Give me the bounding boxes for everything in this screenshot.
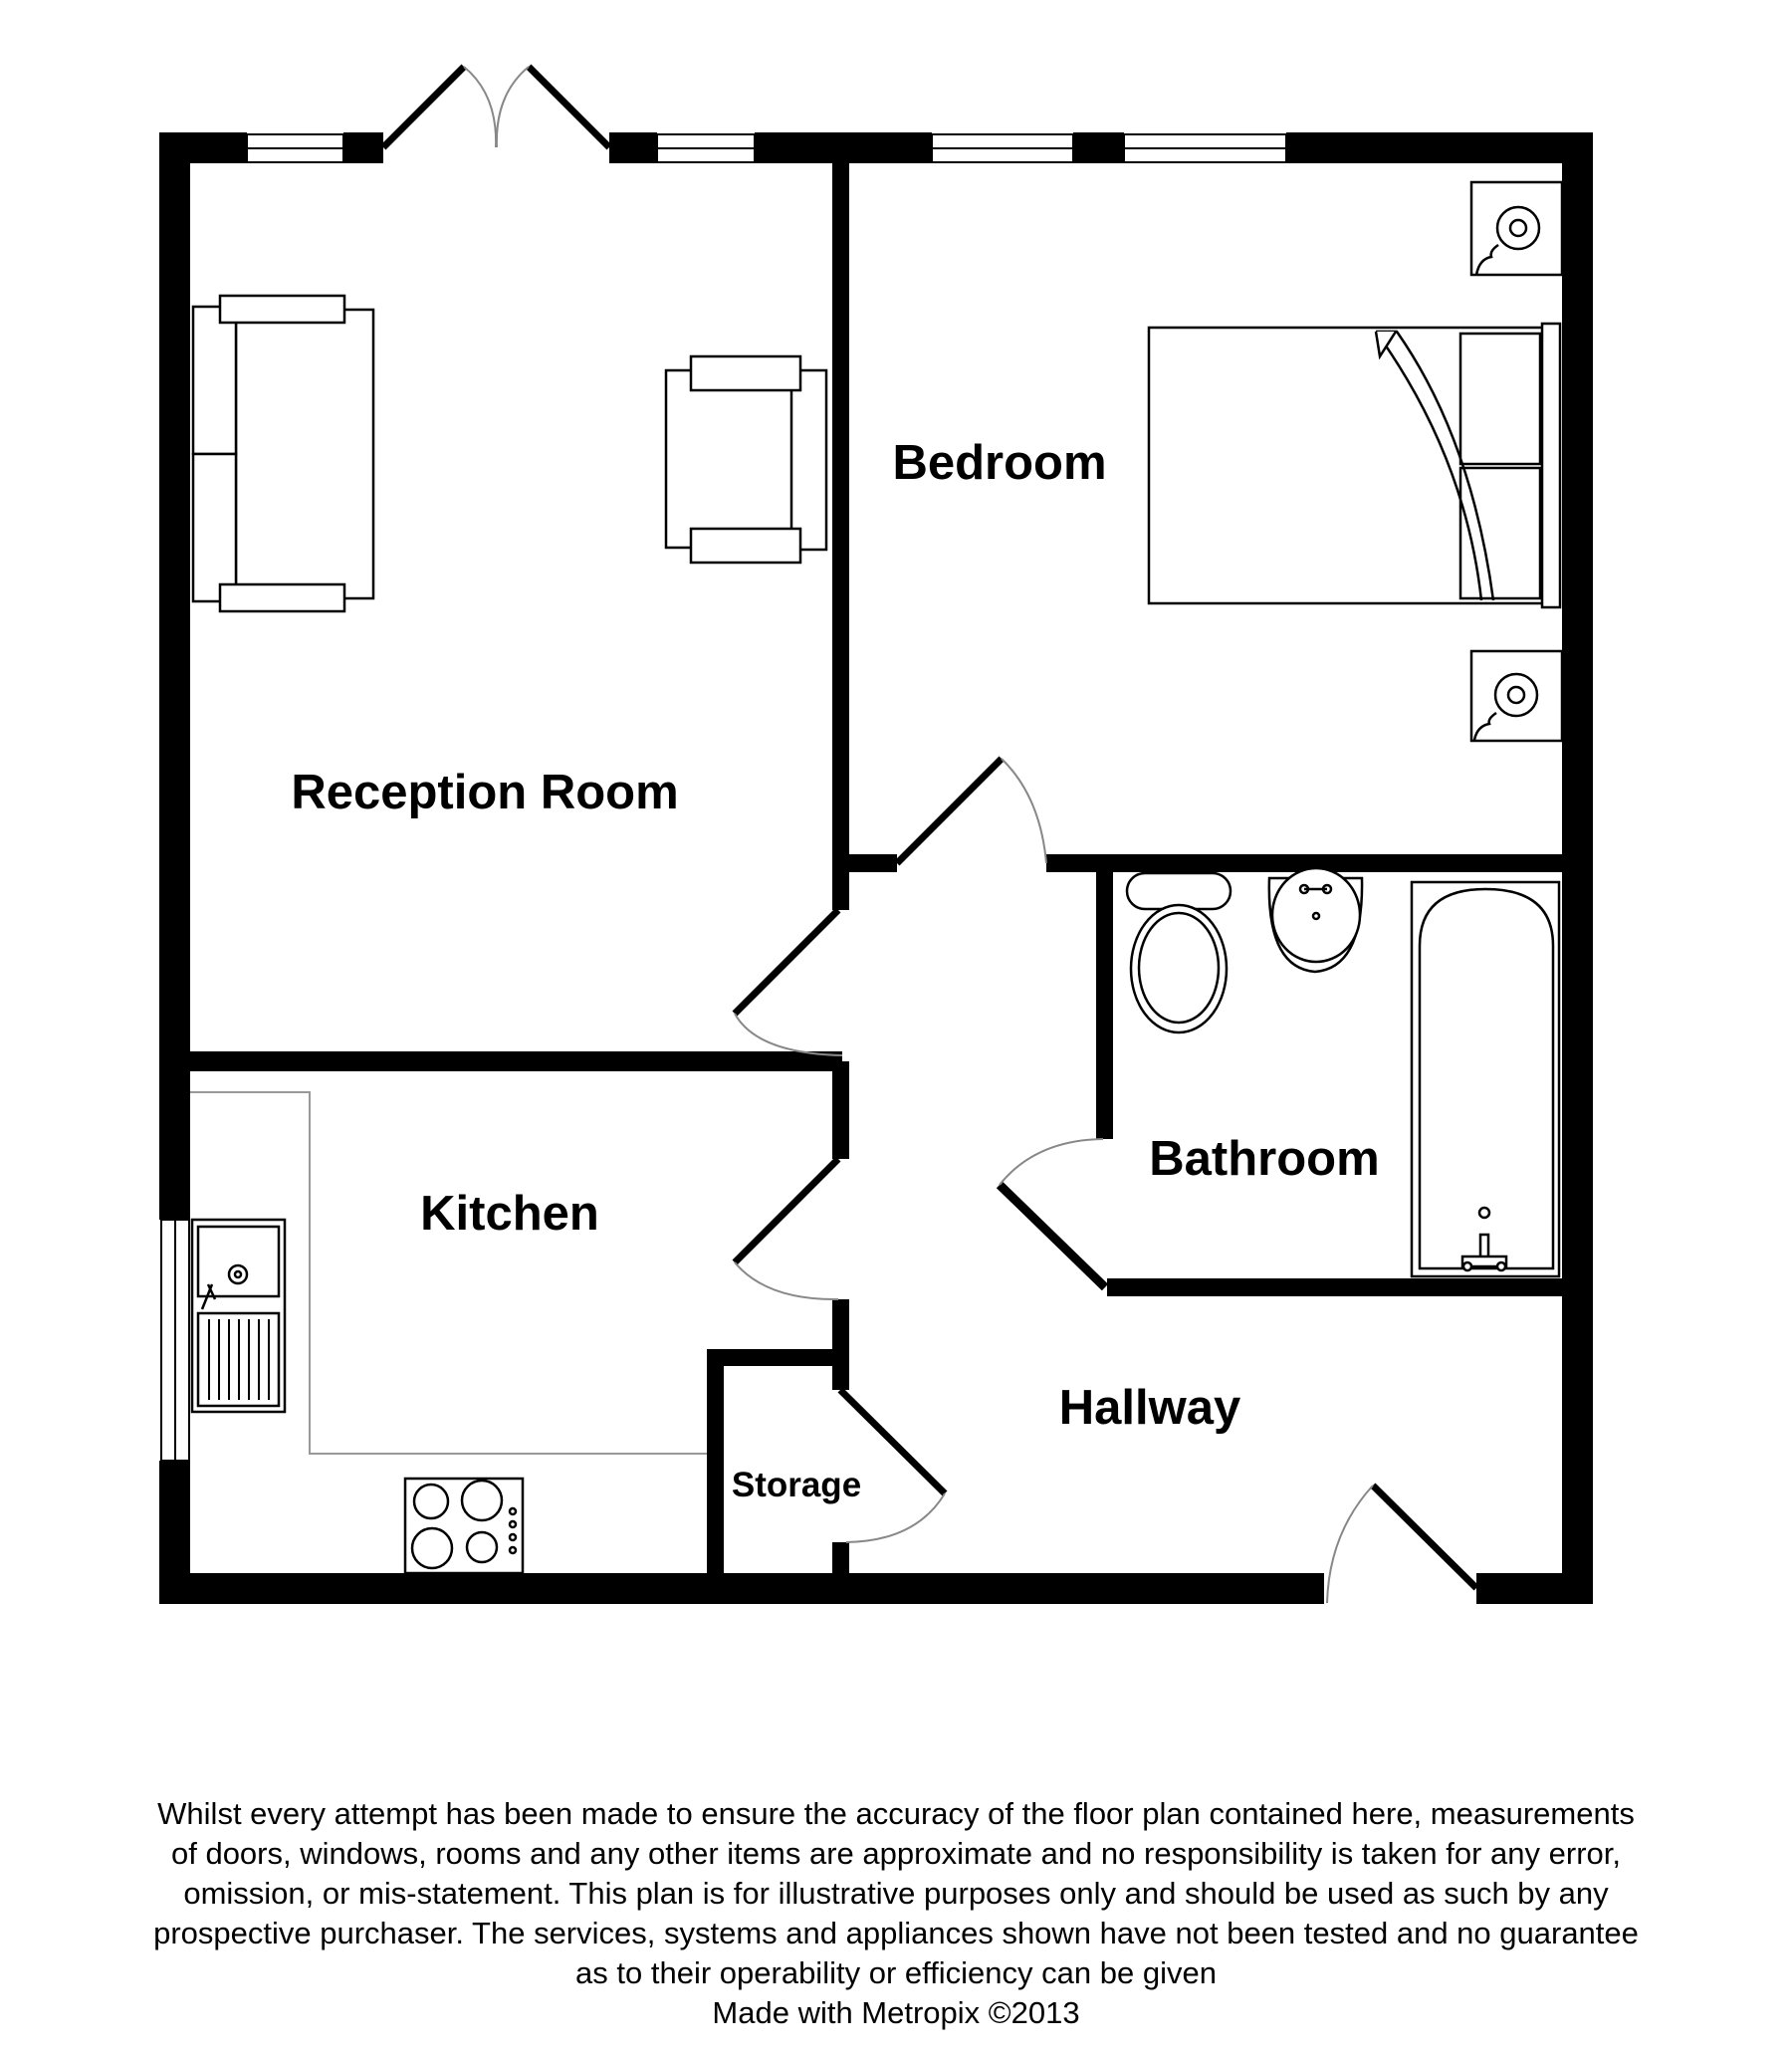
kitchen-sink	[192, 1220, 285, 1412]
armchair	[666, 356, 826, 563]
double-bed	[1149, 324, 1560, 607]
bedside-table	[1471, 182, 1562, 275]
wash-basin	[1269, 868, 1362, 972]
room-label-bathroom: Bathroom	[1149, 1132, 1380, 1186]
room-label-kitchen: Kitchen	[420, 1187, 599, 1241]
disclaimer-line: prospective purchaser. The services, systems and appliances shown have not been tested and no guarantee	[153, 1916, 1639, 1950]
bedside-table	[1471, 651, 1562, 741]
room-label-hallway: Hallway	[1058, 1381, 1241, 1435]
sofa	[193, 296, 373, 611]
doors	[383, 67, 1476, 1603]
hob	[405, 1479, 523, 1573]
disclaimer-line: omission, or mis-statement. This plan is for illustrative purposes only and should be used as such by any	[183, 1876, 1609, 1911]
credit-line: Made with Metropix ©2013	[712, 1995, 1080, 2030]
disclaimer-line: of doors, windows, rooms and any other items are approximate and no responsibility is taken for any error,	[170, 1836, 1621, 1871]
disclaimer	[10, 1794, 1782, 2033]
room-label-storage: Storage	[731, 1466, 862, 1504]
disclaimer-line: Whilst every attempt has been made to ensure the accuracy of the floor plan contained here, measurements	[157, 1796, 1635, 1831]
bathtub	[1412, 882, 1559, 1276]
room-label-bedroom: Bedroom	[892, 436, 1107, 490]
toilet	[1127, 873, 1231, 1032]
room-label-reception: Reception Room	[291, 766, 679, 819]
disclaimer-line: as to their operability or efficiency can be given	[575, 1955, 1217, 1990]
